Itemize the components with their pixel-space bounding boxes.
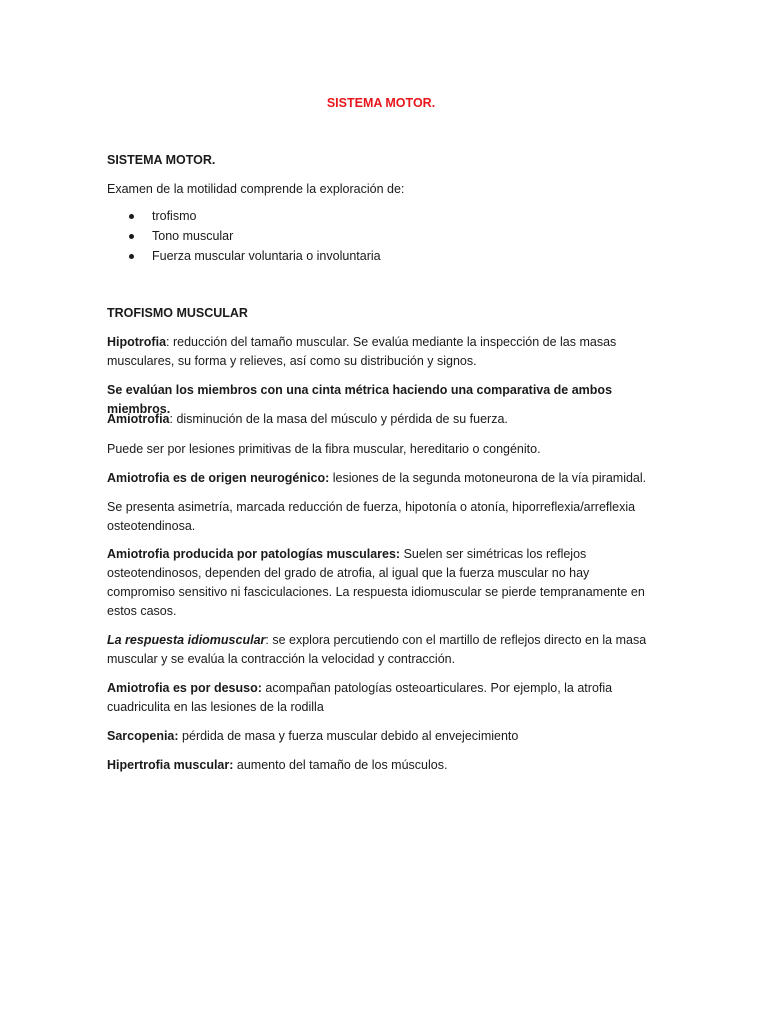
list-item-label: trofismo <box>152 209 197 223</box>
hipotrofia-paragraph <box>107 333 655 371</box>
term: Hipertrofia muscular: <box>107 758 234 772</box>
definition: : se explora percutiendo con el martillo de reflejos directo en la masa muscular y se evalúa la contracción la velocidad y contracción. <box>107 633 647 666</box>
patologias-paragraph <box>107 545 655 621</box>
bullet-icon <box>129 254 134 259</box>
neurogenico-paragraph <box>107 469 655 488</box>
desuso-paragraph <box>107 679 655 717</box>
term: Amiotrofia es de origen neurogénico: <box>107 471 330 485</box>
list-item <box>107 247 655 267</box>
hipertrofia-paragraph <box>107 756 655 775</box>
term: La respuesta idiomuscular <box>107 633 266 647</box>
definition: acompañan patologías osteoarticulares. Por ejemplo, la atrofia cuadriculita en las lesiones de la rodilla <box>107 681 613 714</box>
amiotrofia-paragraph <box>107 410 655 429</box>
bullet-icon <box>129 234 134 239</box>
list-item <box>107 227 655 247</box>
sarcopenia-paragraph <box>107 727 655 746</box>
section-heading-sistema-motor: SISTEMA MOTOR. <box>107 153 216 167</box>
term: Hipotrofia <box>107 335 167 349</box>
definition: lesiones de la segunda motoneurona de la vía piramidal. <box>329 471 647 485</box>
miembros-paragraph: Se evalúan los miembros con una cinta métrica haciendo una comparativa de ambos miembros. <box>107 383 613 416</box>
document-title: SISTEMA MOTOR. <box>326 96 436 110</box>
lesiones-paragraph: Puede ser por lesiones primitivas de la fibra muscular, hereditario o congénito. <box>107 442 541 456</box>
term: Amiotrofia producida por patologías musculares: <box>107 547 401 561</box>
definition: aumento del tamaño de los músculos. <box>233 758 448 772</box>
asimetria-paragraph: Se presenta asimetría, marcada reducción de fuerza, hipotonía o atonía, hiporreflexia/arreflexia osteotendinosa. <box>107 500 636 533</box>
definition: : disminución de la masa del músculo y pérdida de su fuerza. <box>169 412 508 426</box>
intro-paragraph: Examen de la motilidad comprende la exploración de: <box>107 182 405 196</box>
list-item-label: Fuerza muscular voluntaria o involuntaria <box>152 249 381 263</box>
definition: pérdida de masa y fuerza muscular debido al envejecimiento <box>178 729 519 743</box>
definition: : reducción del tamaño muscular. Se evalúa mediante la inspección de las masas musculares, su forma y relieves, así como su distribución y signos. <box>107 335 617 368</box>
term: Amiotrofia es por desuso: <box>107 681 262 695</box>
list-item-label: Tono muscular <box>152 229 234 243</box>
section-heading-trofismo: TROFISMO MUSCULAR <box>107 306 248 320</box>
idiomuscular-paragraph <box>107 631 655 669</box>
term: Amiotrofia <box>107 412 170 426</box>
term: Sarcopenia: <box>107 729 179 743</box>
bullet-icon <box>129 214 134 219</box>
list-item <box>107 207 655 227</box>
definition: Suelen ser simétricas los reflejos osteotendinosos, dependen del grado de atrofia, al igual que la fuerza muscular no hay compromiso sensitivo ni fasciculaciones. La respuesta idiomuscular se pierde tempranamente en estos casos. <box>107 547 645 618</box>
motility-list <box>107 207 655 267</box>
